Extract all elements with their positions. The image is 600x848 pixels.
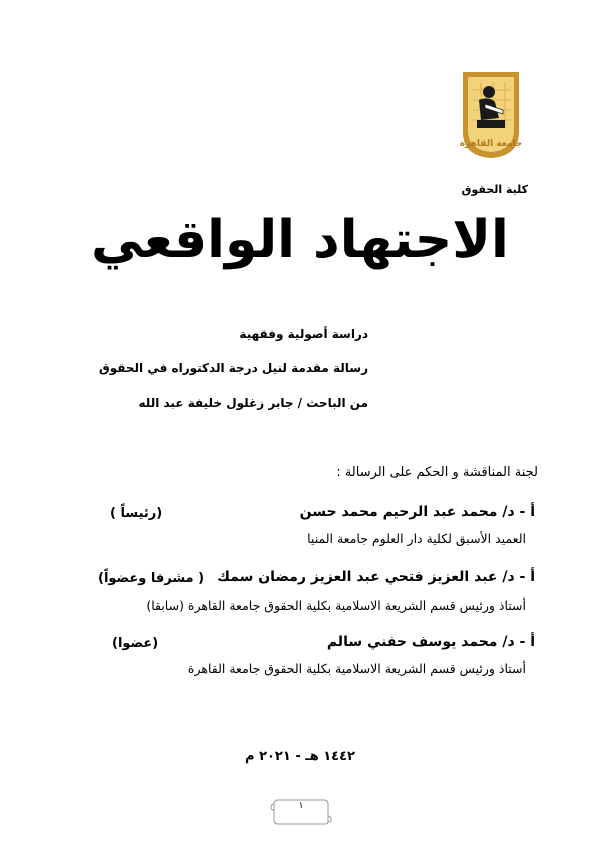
- member-role: ( مشرفا وعضواً): [98, 571, 205, 586]
- logo-caption: جامعة القاهرة: [459, 139, 523, 149]
- member-name: أ - د/ محمد عبد الرحيم محمد حسن: [299, 504, 535, 520]
- member-description: أستاذ ورئيس قسم الشريعة الاسلامية بكلية الحقوق جامعة القاهرة (سابقا): [146, 598, 526, 613]
- faculty-name: كلية الحقوق: [461, 183, 528, 196]
- page-number: ١: [298, 801, 304, 811]
- member-role: (عضوا): [112, 636, 159, 651]
- study-type: دراسة أصولية وفقهية: [239, 327, 368, 341]
- member-role: (رئيساً ): [110, 506, 163, 521]
- member-name: أ - د/ محمد يوسف حفني سالم: [326, 634, 535, 650]
- thesis-title: الاجتهاد الواقعي: [91, 210, 509, 270]
- member-description: أستاذ ورئيس قسم الشريعة الاسلامية بكلية الحقوق جامعة القاهرة: [187, 661, 526, 676]
- committee-heading: لجنة المناقشة و الحكم على الرسالة :: [336, 465, 538, 480]
- member-description: العميد الأسبق لكلية دار العلوم جامعة المنيا: [307, 531, 526, 546]
- member-name: أ - د/ عبد العزيز فتحي عبد العزيز رمضان سمك: [217, 569, 535, 585]
- degree-line: رسالة مقدمة لنيل درجة الدكتوراه في الحقوق: [99, 361, 368, 375]
- cairo-university-logo: [459, 70, 523, 160]
- researcher-line: من الباحث / جابر زغلول خليفة عبد الله: [138, 396, 368, 410]
- date-line: ١٤٤٢ هـ - ٢٠٢١ م: [245, 749, 355, 764]
